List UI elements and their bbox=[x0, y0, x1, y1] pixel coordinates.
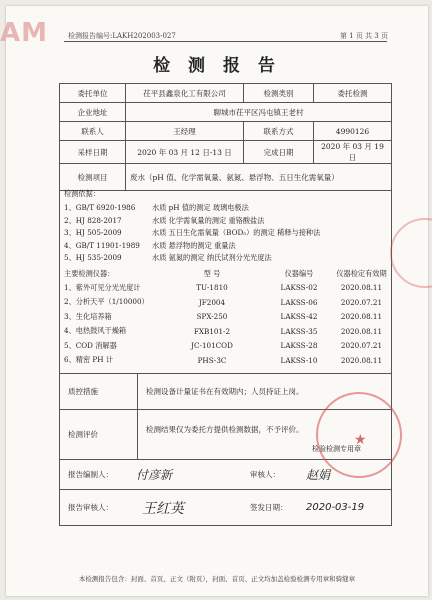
instrument-model: SPX-250 bbox=[196, 312, 228, 322]
instrument-model: JF2004 bbox=[198, 297, 226, 307]
footer-note: 本检测报告包含：封面、首页、正文（附页），封面、首页、正文均加盖检验检测专用章和骑缝章 bbox=[78, 575, 356, 583]
report-number: 检测报告编号:LAKH202003-027 bbox=[68, 32, 176, 40]
method-description: 水质 pH 值的测定 玻璃电极法 bbox=[152, 203, 249, 213]
client-value: 茌平县鑫泉化工有限公司 bbox=[126, 84, 244, 103]
instrument-number: LAKSS-06 bbox=[280, 297, 318, 307]
method-standard: 2、HJ 828-2017 bbox=[64, 215, 122, 225]
qc-label: 质控措施 bbox=[60, 374, 138, 409]
address-label: 企业地址 bbox=[60, 103, 126, 122]
approver-signature: 王红英 bbox=[142, 500, 184, 517]
instrument-header-row bbox=[64, 267, 387, 281]
method-description: 水质 氨氮的测定 纳氏试剂分光光度法 bbox=[152, 253, 272, 263]
method-description: 水质 悬浮物的测定 重量法 bbox=[152, 240, 236, 250]
evaluation-text: 检测结果仅为委托方提供检测数据，不予评价。 bbox=[146, 425, 304, 434]
items-value: 废水（pH 值、化学需氧量、氨氮、悬浮物、五日生化需氧量） bbox=[126, 164, 392, 191]
issue-date-label: 签发日期： bbox=[250, 503, 288, 512]
phone-value: 4990126 bbox=[314, 122, 392, 141]
method-standard: 1、GB/T 6920-1986 bbox=[64, 203, 136, 213]
writer-signature: 付彦新 bbox=[136, 468, 173, 482]
method-row bbox=[64, 252, 387, 265]
sampling-value: 2020 年 03 月 12 日-13 日 bbox=[126, 141, 244, 164]
done-label: 完成日期 bbox=[244, 141, 314, 164]
instrument-valid-date: 2020.08.11 bbox=[340, 326, 383, 336]
writer-label: 报告编制人： bbox=[68, 470, 113, 479]
instrument-number: LAKSS-02 bbox=[280, 283, 318, 293]
method-row bbox=[64, 202, 387, 215]
model-column-header: 型 号 bbox=[203, 268, 221, 278]
instrument-name: 6、精密 PH 计 bbox=[64, 355, 113, 365]
instrument-name: 2、分析天平（1/10000） bbox=[64, 297, 149, 307]
method-list bbox=[64, 202, 387, 265]
number-column-header: 仪器编号 bbox=[284, 268, 314, 278]
category-label: 检测类别 bbox=[244, 84, 314, 103]
method-row bbox=[64, 215, 387, 228]
instrument-name: 3、生化培养箱 bbox=[64, 311, 112, 321]
instrument-model: FXB101-2 bbox=[193, 326, 231, 336]
signature-row-2 bbox=[59, 490, 392, 526]
instrument-number: LAKSS-35 bbox=[280, 326, 318, 336]
instrument-valid-date: 2020.08.11 bbox=[340, 283, 383, 293]
evaluation-label: 检测评价 bbox=[60, 410, 138, 459]
instrument-number: LAKSS-42 bbox=[280, 312, 318, 322]
approver-label: 报告审核人： bbox=[68, 503, 113, 512]
instrument-model: JC-101COD bbox=[191, 341, 233, 351]
date-column-header: 仪器检定有效期 bbox=[336, 268, 387, 278]
contact-value: 王经理 bbox=[126, 122, 244, 141]
instrument-valid-date: 2020.07.21 bbox=[340, 297, 383, 307]
methods-section bbox=[59, 187, 392, 374]
method-description: 水质 化学需氧量的测定 重铬酸盐法 bbox=[152, 215, 265, 225]
instrument-number: LAKSS-28 bbox=[280, 341, 318, 351]
instrument-model: TU-1810 bbox=[196, 283, 228, 293]
instrument-row bbox=[64, 339, 387, 354]
instrument-row bbox=[64, 324, 387, 339]
instrument-name: 4、电热鼓风干燥箱 bbox=[64, 326, 127, 336]
instrument-list bbox=[64, 281, 387, 368]
seal-star-icon: ★ bbox=[354, 432, 367, 448]
header-divider bbox=[64, 41, 387, 42]
methods-heading: 检测依据： bbox=[64, 189, 100, 198]
method-standard: 3、HJ 505-2009 bbox=[64, 228, 122, 238]
seal-caption: 检验检测专用章 bbox=[312, 445, 361, 453]
instrument-name: 5、COD 消解器 bbox=[64, 340, 117, 350]
reviewer-signature: 赵娟 bbox=[306, 468, 331, 482]
client-label: 委托单位 bbox=[60, 84, 126, 103]
phone-label: 联系方式 bbox=[244, 122, 314, 141]
instrument-valid-date: 2020.08.11 bbox=[340, 355, 383, 365]
info-table bbox=[59, 83, 392, 191]
instrument-model: PHS-3C bbox=[197, 355, 227, 365]
issue-date-value: 2020-03-19 bbox=[306, 502, 365, 513]
instrument-row bbox=[64, 353, 387, 368]
instrument-valid-date: 2020.08.11 bbox=[340, 312, 383, 322]
contact-label: 联系人 bbox=[60, 122, 126, 141]
qc-text: 检测设备计量证书在有效期内；人员持证上岗。 bbox=[146, 387, 304, 396]
instrument-row bbox=[64, 295, 387, 310]
method-row bbox=[64, 227, 387, 240]
report-sheet bbox=[0, 6, 428, 596]
category-value: 委托检测 bbox=[314, 84, 392, 103]
instrument-valid-date: 2020.07.21 bbox=[340, 341, 383, 351]
instrument-row bbox=[64, 310, 387, 325]
instrument-row bbox=[64, 281, 387, 296]
method-row bbox=[64, 240, 387, 253]
sampling-label: 采样日期 bbox=[60, 141, 126, 164]
method-standard: 4、GB/T 11901-1989 bbox=[64, 240, 140, 250]
corner-stamp: AM bbox=[0, 18, 48, 48]
reviewer-label: 审核人： bbox=[250, 470, 280, 479]
address-value: 聊城市茌平区冯屯镇王老村 bbox=[126, 103, 392, 122]
page-title: 检 测 报 告 bbox=[153, 56, 281, 76]
method-description: 水质 五日生化需氧量（BOD₅）的测定 稀释与接种法 bbox=[152, 228, 321, 238]
side-seal-icon bbox=[390, 218, 432, 288]
done-value: 2020 年 03 月 19 日 bbox=[314, 141, 392, 164]
items-label: 检测项目 bbox=[60, 164, 126, 191]
method-standard: 5、HJ 535-2009 bbox=[64, 253, 122, 263]
instrument-number: LAKSS-10 bbox=[280, 355, 318, 365]
instrument-heading: 主要检测仪器： bbox=[64, 268, 115, 278]
page-indicator: 第 1 页 共 3 页 bbox=[339, 32, 388, 40]
instrument-name: 1、紫外可见分光光度计 bbox=[64, 282, 141, 292]
report-header-line bbox=[68, 31, 388, 41]
